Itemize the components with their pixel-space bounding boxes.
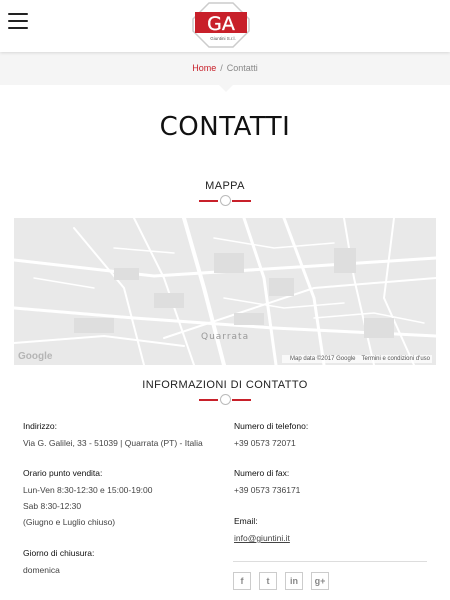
breadcrumb-current: Contatti [226, 63, 258, 73]
address-label: Indirizzo: [23, 421, 58, 431]
email-block [234, 513, 290, 546]
map-place-label: Quarrata [201, 332, 250, 342]
email-label: Email: [234, 516, 258, 526]
fax-label: Numero di fax: [234, 468, 290, 478]
hamburger-icon[interactable] [8, 13, 28, 31]
map-section-title: MAPPA [205, 180, 245, 192]
divider-ring-icon [220, 195, 231, 206]
hours-summer-note: (Giugno e Luglio chiuso) [23, 517, 116, 527]
map-section-divider [199, 195, 251, 207]
page-title: CONTATTI [159, 112, 291, 142]
logo-subtitle: Giuntini S.r.l. [210, 36, 236, 41]
google-plus-icon[interactable]: g+ [311, 572, 329, 590]
closing-day-value: domenica [23, 565, 60, 575]
logo-letters: GA [207, 13, 235, 35]
breadcrumb-pointer [219, 85, 233, 92]
closing-day-block [23, 545, 94, 578]
facebook-icon[interactable]: f [233, 572, 251, 590]
map-data-text: Map data ©2017 Google [290, 356, 356, 362]
fax-value: +39 0573 736171 [234, 485, 301, 495]
breadcrumb [0, 52, 450, 85]
twitter-icon[interactable]: t [259, 572, 277, 590]
hours-block [23, 465, 153, 530]
address-block [23, 418, 203, 451]
phone-value[interactable]: +39 0573 72071 [234, 438, 296, 448]
map-attribution [282, 355, 432, 363]
phone-label: Numero di telefono: [234, 421, 309, 431]
breadcrumb-home-link[interactable]: Home [192, 63, 217, 73]
closing-day-label: Giorno di chiusura: [23, 548, 95, 558]
hours-weekdays: Lun-Ven 8:30-12:30 e 15:00-19:00 [23, 485, 153, 495]
site-header [0, 0, 450, 52]
info-section-divider [199, 394, 251, 406]
hours-saturday: Sab 8:30-12:30 [23, 501, 82, 511]
map-roads [14, 218, 436, 365]
divider-ring-icon [220, 394, 231, 405]
google-logo[interactable]: Google [18, 351, 53, 362]
map-terms-link[interactable]: Termini e condizioni d'uso [361, 356, 430, 362]
address-value: Via G. Galilei, 33 - 51039 | Quarrata (PT) - Italia [23, 438, 203, 448]
fax-block [234, 465, 300, 498]
google-map[interactable] [14, 218, 436, 365]
breadcrumb-separator: / [220, 63, 223, 73]
linkedin-icon[interactable]: in [285, 572, 303, 590]
hours-label: Orario punto vendita: [23, 468, 103, 478]
phone-block [234, 418, 308, 451]
info-section-title: INFORMAZIONI DI CONTATTO [142, 379, 308, 391]
brand-logo[interactable] [192, 2, 250, 48]
social-divider [233, 561, 427, 562]
email-link[interactable]: info@giuntini.it [234, 533, 290, 543]
